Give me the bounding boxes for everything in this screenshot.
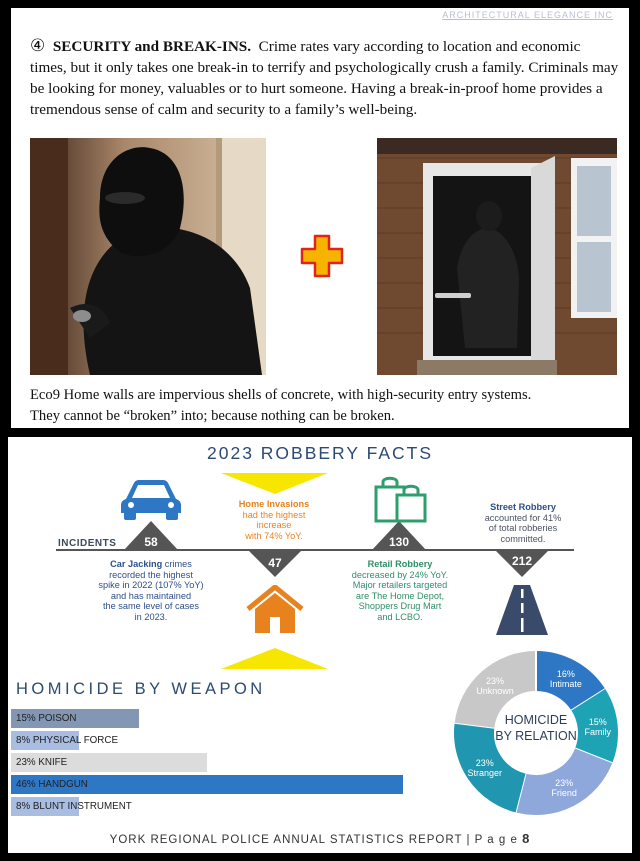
plus-icon [300, 234, 344, 283]
home-invasion-count: 47 [268, 556, 282, 570]
slice-percent: 16% [556, 668, 575, 679]
body-text: Crime rates vary according to location and economic times, but it only takes one break-in to terrify and psychologically crush a family. Criminals may be looking for money, valuables or to hurt someone. Having a break-in-proof home provides a tremendous sense of calm and security to a family’s well-being. [30, 38, 619, 118]
fact-line: of total robberies [488, 523, 558, 533]
incidents-label: INCIDENTS [58, 538, 117, 549]
road-icon [496, 585, 548, 640]
security-panel [11, 8, 629, 428]
car-icon [120, 477, 182, 526]
slice-name: Unknown [476, 686, 514, 697]
fact-line: committed. [500, 533, 546, 544]
house-icon [246, 585, 304, 640]
fact-line: and has maintained [110, 590, 192, 601]
donut-slice-label [467, 676, 523, 696]
home-invasions-fact [214, 499, 334, 541]
retail-robbery-fact [330, 559, 470, 622]
eco9-caption [30, 385, 620, 427]
security-paragraph [30, 36, 620, 120]
item-number: ④ [30, 36, 46, 56]
donut-center-line-2: BY RELATION [495, 729, 577, 743]
weapon-bar-label: 8% BLUNT INSTRUMENT [16, 801, 132, 812]
street-robbery-heading: Street Robbery [490, 502, 556, 512]
fact-line: in 2023. [134, 611, 168, 622]
donut-slice-label [570, 717, 626, 737]
fact-line: with 74% YoY. [245, 530, 303, 541]
fact-line: crimes [164, 559, 192, 569]
burglar-photo-left [30, 138, 266, 375]
fact-line: decreased by 24% YoY. [351, 569, 449, 580]
top-yellow-triangle [221, 473, 328, 494]
fact-line: the same level of cases [102, 601, 199, 611]
section-heading: SECURITY and BREAK-INS. [52, 38, 252, 55]
watermark: ARCHITECTURAL ELEGANCE INC [442, 10, 613, 20]
fact-line: are The Home Depot, [355, 590, 445, 601]
fact-line: accounted for 41% [484, 512, 562, 523]
shopping-bags-icon [373, 475, 429, 528]
robbery-facts-title: 2023 ROBBERY FACTS [207, 443, 433, 463]
fact-line: spike in 2022 (107% YoY) [98, 580, 204, 590]
slice-name: Family [584, 727, 611, 738]
caption-line-2: They cannot be “broken” into; because nothing can be broken. [30, 408, 395, 424]
fact-line: recorded the highest [109, 569, 193, 580]
slice-name: Stranger [467, 767, 502, 778]
slice-percent: 23% [555, 778, 574, 789]
slice-percent: 23% [485, 676, 504, 687]
slice-percent: 23% [475, 757, 494, 768]
slice-name: Friend [551, 788, 577, 799]
statistics-panel [8, 437, 632, 853]
bottom-yellow-triangle [221, 648, 328, 669]
fact-line: increase [256, 520, 292, 530]
weapon-bar-label: 23% KNIFE [16, 757, 68, 768]
street-robbery-fact [464, 502, 582, 544]
car-jacking-heading: Car Jacking [110, 559, 163, 569]
footer-text: YORK REGIONAL POLICE ANNUAL STATISTICS REPORT | P a g e [109, 834, 518, 846]
street-robbery-count: 212 [511, 554, 533, 568]
burglar-photo-right [377, 138, 617, 375]
weapon-bar-label: 8% PHYSICAL FORCE [16, 735, 118, 746]
weapon-bar-label: 15% POISON [16, 713, 77, 724]
car-jacking-count: 58 [144, 535, 158, 549]
retail-robbery-count: 130 [388, 535, 410, 549]
fact-line: Shoppers Drug Mart [358, 601, 442, 611]
donut-slice-label [536, 778, 592, 798]
fact-line: Major retailers targeted [352, 580, 448, 590]
fact-line: had the highest [242, 509, 306, 520]
page-footer [8, 831, 632, 846]
home-invasions-heading: Home Invasions [238, 499, 310, 509]
page-number: 8 [522, 831, 531, 846]
slice-name: Intimate [549, 678, 582, 689]
slice-percent: 15% [588, 717, 607, 728]
fact-line: and LCBO. [377, 611, 423, 622]
caption-line-1: Eco9 Home walls are impervious shells of concrete, with high-security entry systems. [30, 387, 532, 403]
weapon-bar-label: 46% HANDGUN [16, 779, 88, 790]
retail-robbery-heading: Retail Robbery [367, 559, 433, 569]
donut-slice-label [538, 669, 594, 689]
car-jacking-fact [81, 559, 221, 622]
donut-center-line-1: HOMICIDE [504, 713, 568, 727]
donut-slice-label [457, 758, 513, 778]
homicide-by-weapon-title: HOMICIDE BY WEAPON [16, 680, 266, 698]
